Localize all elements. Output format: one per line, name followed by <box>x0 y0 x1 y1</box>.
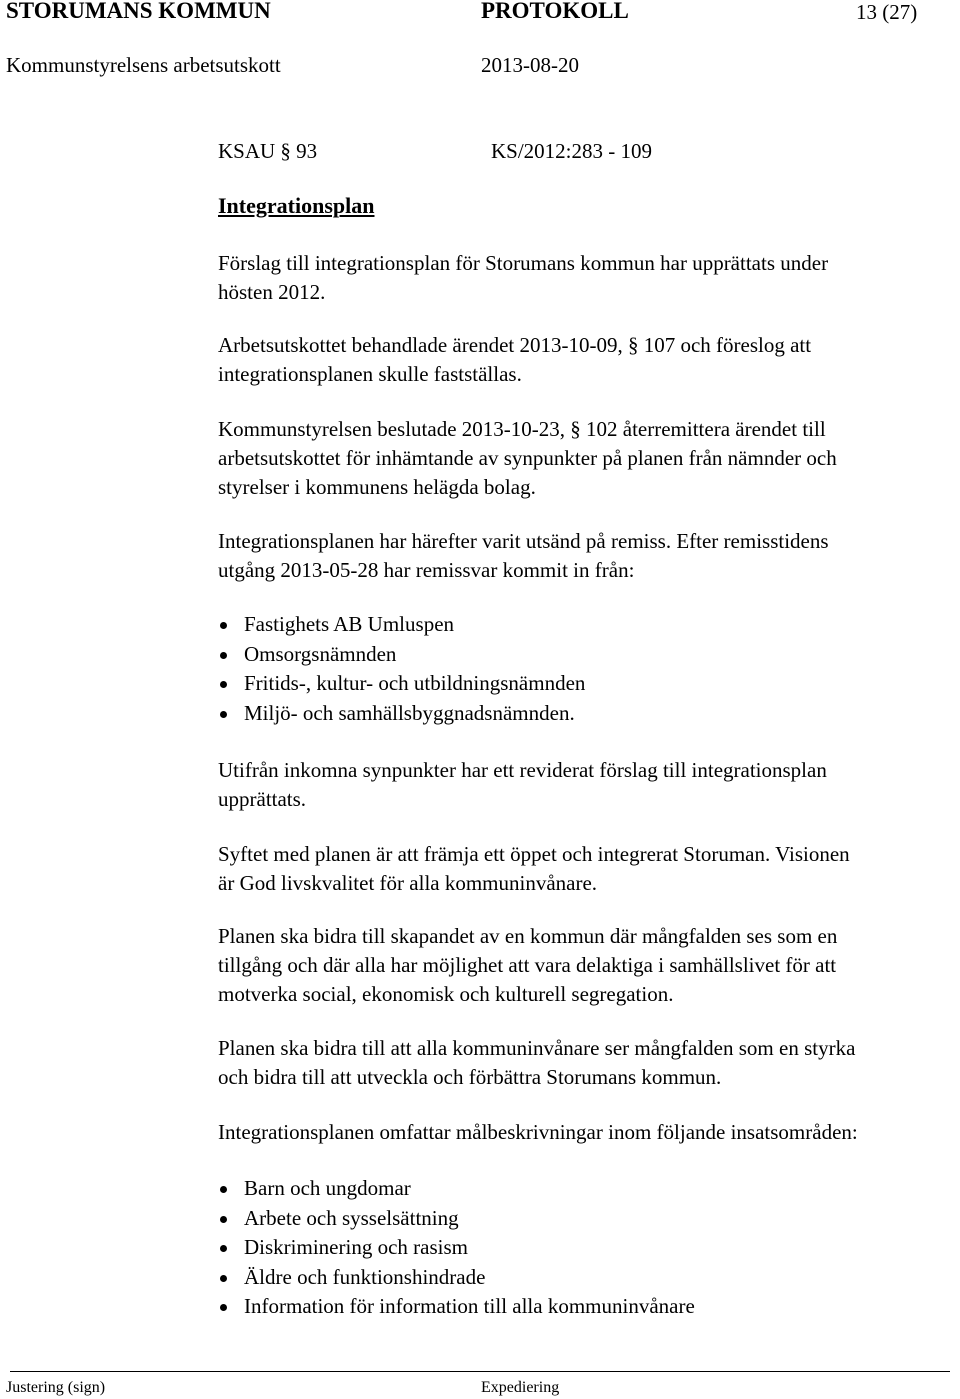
page-title: Integrationsplan <box>218 193 375 218</box>
footer-justering: Justering (sign) <box>6 1379 106 1396</box>
text-line: integrationsplanen skulle fastställas. <box>218 362 522 386</box>
list-item: Barn och ungdomar <box>218 1174 695 1204</box>
paragraph-6 <box>218 840 953 898</box>
text-line: Utifrån inkomna synpunkter har ett reviderat förslag till integrationsplan <box>218 758 827 782</box>
page-number: 13 (27) <box>856 0 918 24</box>
text-line: Integrationsplanen omfattar målbeskrivningar inom följande insatsområden: <box>218 1120 858 1144</box>
text-line: tillgång och där alla har möjlighet att vara delaktiga i samhällslivet för att <box>218 953 837 977</box>
text-line: utgång 2013-05-28 har remissvar kommit in från: <box>218 558 635 582</box>
text-line: Syftet med planen är att främja ett öppet och integrerat Storuman. Visionen <box>218 842 850 866</box>
text-line: Kommunstyrelsen beslutade 2013-10-23, § 102 återremittera ärendet till <box>218 417 826 441</box>
bullet-icon <box>220 1275 227 1282</box>
areas-list <box>218 1174 695 1322</box>
paragraph-3 <box>218 415 953 502</box>
bullet-icon <box>220 1304 227 1311</box>
text-line: hösten 2012. <box>218 280 326 304</box>
paragraph-4 <box>218 527 953 585</box>
text-line: Planen ska bidra till skapandet av en kommun där mångfalden ses som en <box>218 924 838 948</box>
text-line: Arbetsutskottet behandlade ärendet 2013-10-09, § 107 och föreslog att <box>218 333 812 357</box>
committee-name: Kommunstyrelsens arbetsutskott <box>6 53 281 77</box>
footer-divider <box>10 1371 950 1372</box>
case-dnr: KS/2012:283 - 109 <box>491 139 653 163</box>
list-item: Information för information till alla kommuninvånare <box>218 1292 695 1322</box>
text-line: Planen ska bidra till att alla kommuninvånare ser mångfalden som en styrka <box>218 1036 856 1060</box>
bullet-icon <box>220 1245 227 1252</box>
bullet-icon <box>220 711 227 718</box>
text-line: motverka social, ekonomisk och kulturell segregation. <box>218 982 674 1006</box>
paragraph-2 <box>218 331 953 389</box>
paragraph-1 <box>218 249 953 307</box>
list-item: Äldre och funktionshindrade <box>218 1263 695 1293</box>
text-line: och bidra till att utveckla och förbättra Storumans kommun. <box>218 1065 722 1089</box>
case-ref: KSAU § 93 <box>218 139 318 163</box>
text-line: upprättats. <box>218 787 307 811</box>
paragraph-7 <box>218 922 953 1009</box>
paragraph-5 <box>218 756 953 814</box>
bullet-icon <box>220 681 227 688</box>
list-item: Omsorgsnämnden <box>218 640 585 670</box>
text-line: Förslag till integrationsplan för Storumans kommun har upprättats under <box>218 251 829 275</box>
bullet-icon <box>220 652 227 659</box>
text-line: är God livskvalitet för alla kommuninvånare. <box>218 871 598 895</box>
remiss-list <box>218 610 585 728</box>
paragraph-8 <box>218 1034 953 1092</box>
list-item: Arbete och sysselsättning <box>218 1204 695 1234</box>
list-item: Diskriminering och rasism <box>218 1233 695 1263</box>
text-line: styrelser i kommunens helägda bolag. <box>218 475 536 499</box>
bullet-icon <box>220 1216 227 1223</box>
list-item: Fastighets AB Umluspen <box>218 610 585 640</box>
org-name: STORUMANS KOMMUN <box>6 0 271 23</box>
meeting-date: 2013-08-20 <box>481 53 579 77</box>
list-item: Fritids-, kultur- och utbildningsnämnden <box>218 669 585 699</box>
footer-expediering: Expediering <box>481 1379 560 1396</box>
doc-type: PROTOKOLL <box>481 0 629 23</box>
text-line: arbetsutskottet för inhämtande av synpunkter på planen från nämnder och <box>218 446 837 470</box>
text-line: Integrationsplanen har härefter varit utsänd på remiss. Efter remisstidens <box>218 529 829 553</box>
bullet-icon <box>220 1186 227 1193</box>
list-item: Miljö- och samhällsbyggnadsnämnden. <box>218 699 585 729</box>
paragraph-9 <box>218 1118 953 1147</box>
bullet-icon <box>220 622 227 629</box>
